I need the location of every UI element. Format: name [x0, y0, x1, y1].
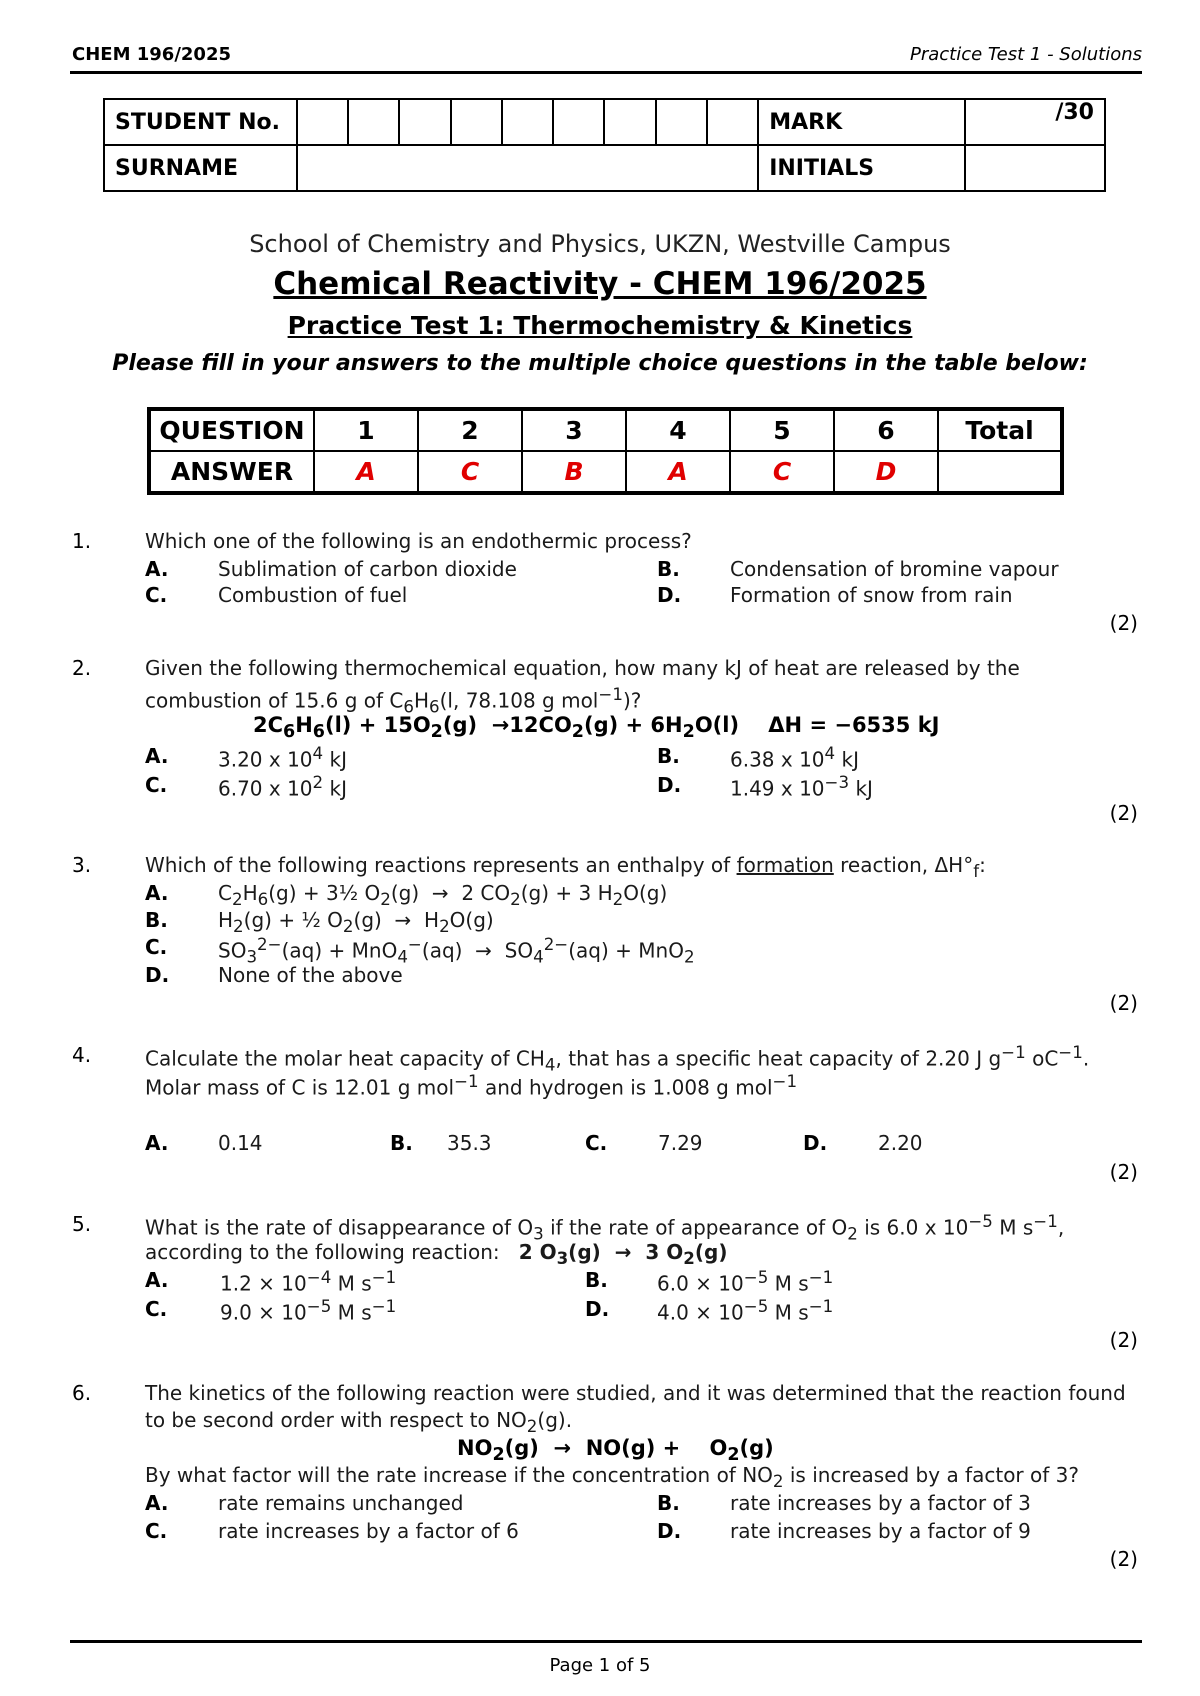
student-no-box[interactable]: [348, 99, 399, 145]
option-letter: C.: [145, 773, 168, 797]
option-letter: D.: [145, 963, 170, 987]
option-c: Combustion of fuel: [218, 583, 408, 607]
student-info-table: [103, 98, 1106, 192]
student-no-box[interactable]: [707, 99, 758, 145]
option-c: rate increases by a factor of 6: [218, 1519, 519, 1543]
answer-cell[interactable]: A: [314, 451, 418, 492]
question-marks: (2): [1109, 801, 1138, 825]
option-b: 35.3: [447, 1131, 492, 1155]
student-no-box[interactable]: [451, 99, 502, 145]
option-b: 6.38 x $10^4$ kJ: [730, 744, 859, 772]
question-number: 2.: [72, 656, 92, 680]
question-text: Calculate the molar heat capacity of $CH_4$, that has a specific heat capacity of 2.20 J $g^{-1}$ $oC^{-1}$.: [145, 1043, 1090, 1075]
option-letter: A.: [145, 1131, 169, 1155]
question-marks: (2): [1109, 611, 1138, 635]
question-marks: (2): [1109, 991, 1138, 1015]
option-letter: B.: [390, 1131, 413, 1155]
option-d: $4.0 \times 10^{-5}$ M $s^{-1}$: [657, 1297, 834, 1325]
student-no-box[interactable]: [399, 99, 450, 145]
question-text: By what factor will the rate increase if the concentration of $NO_2$ is increased by a factor of 3?: [145, 1463, 1079, 1491]
option-d: 1.49 x $10^{-3}$ kJ: [730, 773, 873, 801]
school-name: School of Chemistry and Physics, UKZN, Westville Campus: [249, 230, 951, 258]
question-text: Which of the following reactions represents an enthalpy of formation reaction, $\Delta H^\circ_f$:: [145, 853, 986, 881]
option-c: 7.29: [658, 1131, 703, 1155]
option-a: 0.14: [218, 1131, 263, 1155]
mark-total: /30: [965, 99, 1105, 145]
question-text: Given the following thermochemical equation, how many kJ of heat are released by the: [145, 656, 1020, 680]
question-number: 1: [314, 410, 418, 451]
student-no-box[interactable]: [656, 99, 707, 145]
page-number: Page 1 of 5: [549, 1655, 651, 1676]
option-c: 6.70 x $10^2$ kJ: [218, 773, 347, 801]
question-text: Molar mass of C is 12.01 g mol$^{-1}$ and hydrogen is 1.008 g mol$^{-1}$: [145, 1072, 798, 1100]
question-number: 5: [730, 410, 834, 451]
option-letter: D.: [657, 583, 682, 607]
option-letter: B.: [657, 557, 680, 581]
thermochemical-equation: $2C_6H_6(l) + 15O_2(g) \to 12CO_2(g) + 6H_2O(l)$ ΔH = −6535 kJ: [253, 713, 940, 743]
option-d: None of the above: [218, 963, 403, 987]
option-letter: D.: [657, 1519, 682, 1543]
question-text: The kinetics of the following reaction were studied, and it was determined that the reaction found: [145, 1381, 1126, 1405]
instruction: Please fill in your answers to the multiple choice questions in the table below:: [112, 351, 1088, 376]
question-header: QUESTION: [150, 410, 314, 451]
student-no-box[interactable]: [502, 99, 553, 145]
question-number: 4: [626, 410, 730, 451]
question-number: 6: [834, 410, 938, 451]
surname-label: SURNAME: [104, 145, 297, 191]
option-b: rate increases by a factor of 3: [730, 1491, 1031, 1515]
option-d: 2.20: [878, 1131, 923, 1155]
question-text: What is the rate of disappearance of $O_3$ if the rate of appearance of $O_2$ is 6.0 x $10^{-5}$ M $s^{-1}$,: [145, 1212, 1065, 1244]
initials-field[interactable]: [965, 145, 1105, 191]
option-b: Condensation of bromine vapour: [730, 557, 1059, 581]
option-letter: A.: [145, 881, 169, 905]
option-a: Sublimation of carbon dioxide: [218, 557, 517, 581]
initials-label: INITIALS: [758, 145, 965, 191]
answer-cell[interactable]: C: [418, 451, 522, 492]
option-c: $9.0 \times 10^{-5}$ M $s^{-1}$: [220, 1297, 397, 1325]
option-letter: C.: [145, 1519, 168, 1543]
student-no-label: STUDENT No.: [104, 99, 297, 145]
option-letter: D.: [657, 773, 682, 797]
footer-rule: [70, 1640, 1142, 1643]
option-letter: B.: [145, 908, 168, 932]
option-letter: A.: [145, 1491, 169, 1515]
option-a: $C_2H_6(g)$ + 3½ $O_2(g) \to 2$ $CO_2(g) + 3$ $H_2O(g)$: [218, 881, 668, 909]
answer-header: ANSWER: [150, 451, 314, 492]
document-label: Practice Test 1 - Solutions: [909, 44, 1142, 65]
question-text: according to the following reaction: 2 $O_3(g) \to 3$ $O_2(g)$: [145, 1240, 728, 1268]
option-letter: C.: [145, 583, 168, 607]
surname-field[interactable]: [297, 145, 758, 191]
option-b: $6.0 \times 10^{-5}$ M $s^{-1}$: [657, 1268, 834, 1296]
answer-cell[interactable]: B: [522, 451, 626, 492]
option-letter: A.: [145, 1268, 169, 1292]
answer-table: [149, 409, 1062, 493]
option-c: $SO_3^{2-}(aq) + MnO_4^-(aq) \to SO_4^{2-}(aq) + MnO_2$: [218, 935, 695, 967]
option-d: rate increases by a factor of 9: [730, 1519, 1031, 1543]
option-letter: C.: [585, 1131, 608, 1155]
option-letter: A.: [145, 744, 169, 768]
option-d: Formation of snow from rain: [730, 583, 1013, 607]
student-no-box[interactable]: [604, 99, 655, 145]
question-number: 2: [418, 410, 522, 451]
reaction-equation: $NO_2(g) \to NO(g)$ + $O_2(g)$: [457, 1436, 774, 1466]
option-a: rate remains unchanged: [218, 1491, 464, 1515]
question-number: 3.: [72, 853, 92, 877]
option-letter: D.: [585, 1297, 610, 1321]
question-marks: (2): [1109, 1328, 1138, 1352]
student-no-box[interactable]: [297, 99, 348, 145]
total-header: Total: [938, 410, 1061, 451]
question-number: 3: [522, 410, 626, 451]
option-letter: B.: [657, 1491, 680, 1515]
page-title: Chemical Reactivity - CHEM 196/2025: [273, 266, 927, 302]
question-number: 6.: [72, 1381, 92, 1405]
question-number: 1.: [72, 529, 92, 553]
answer-cell[interactable]: A: [626, 451, 730, 492]
question-marks: (2): [1109, 1547, 1138, 1571]
option-letter: B.: [657, 744, 680, 768]
total-cell[interactable]: [938, 451, 1061, 492]
course-code: CHEM 196/2025: [72, 44, 231, 65]
option-letter: A.: [145, 557, 169, 581]
question-number: 5.: [72, 1212, 92, 1236]
option-b: $H_2(g)$ + ½ $O_2(g) \to H_2O(g)$: [218, 908, 494, 936]
student-no-box[interactable]: [553, 99, 604, 145]
mark-label: MARK: [758, 99, 965, 145]
option-a: $1.2 \times 10^{-4}$ M $s^{-1}$: [220, 1268, 397, 1296]
option-a: 3.20 x $10^4$ kJ: [218, 744, 347, 772]
option-letter: C.: [145, 1297, 168, 1321]
question-text: to be second order with respect to $NO_2(g)$.: [145, 1408, 573, 1436]
header-rule: [70, 71, 1142, 74]
question-marks: (2): [1109, 1160, 1138, 1184]
option-letter: C.: [145, 935, 168, 959]
question-text: combustion of 15.6 g of $C_6H_6(l$, 78.108 g mol$^{-1}$)?: [145, 685, 642, 717]
option-letter: B.: [585, 1268, 608, 1292]
option-letter: D.: [803, 1131, 828, 1155]
question-number: 4.: [72, 1043, 92, 1067]
answer-cell[interactable]: C: [730, 451, 834, 492]
answer-cell[interactable]: D: [834, 451, 938, 492]
question-text: Which one of the following is an endothermic process?: [145, 529, 692, 553]
page-subtitle: Practice Test 1: Thermochemistry & Kinetics: [287, 311, 913, 340]
